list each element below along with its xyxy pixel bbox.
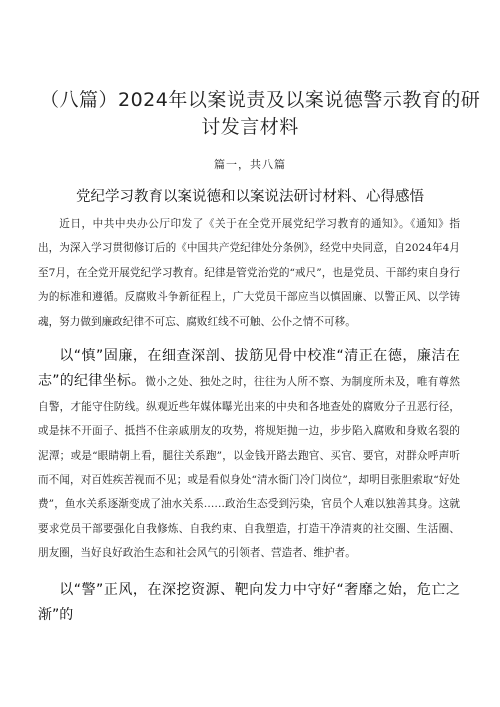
paragraph-2-body: 微小之处、独处之时，往往为人所不察、为制度所未及，唯有尊然自警，才能守住防线。纵观近些年媒体曝光出来的中央和各地查处的腐败分子丑恶行径，或是抹不开面子、抵挡不住亲戚朋友的攻势，将规矩抛一边，步步陷入腐败和身败名裂的泥潭；或是“眼睛朝上看，腿往关系跑”，以金钱开路去跑官、买官、要官，对群众呼声听而不闻，对百姓疾苦视而不见；或是看似身处“清水衙门冷门岗位”，却明目张胆索取“好处费”，鱼水关系逐渐变成了油水关系……政治生态受到污染，官员个人难以独善其身。这就要求党员干部要强化自我修炼、自我约束、自我塑造，打造干净清爽的社交圈、生活圈、朋友圈，当好良好政治生态和社会风气的引领者、营造者、维护者。 — [38, 376, 460, 560]
paragraph-1: 近日，中共中央办公厅印发了《关于在全党开展党纪学习教育的通知》。《通知》指出，为深入学习贯彻修订后的《中国共产党纪律处分条例》，经党中央同意，自2024年4月至7月，在全党开展党纪学习教育。纪律是管党治党的“戒尺”，也是党员、干部约束自身行为的标准和遵循。反腐败斗争新征程上，广大党员干部应当以慎固廉、以警正风、以学铸魂，努力做到廉政纪律不可忘、腐败红线不可触、公仆之情不可移。 — [38, 218, 460, 328]
paragraph-2-lead: 以“慎”固廉，在细查深剖、拔筋见骨中校准“清正在德，廉洁在志”的纪律坐标。 — [38, 348, 460, 390]
paragraph-2 — [38, 344, 460, 566]
section-label: 篇一，共八篇 — [214, 158, 286, 171]
document-body — [38, 212, 460, 629]
title-line-2: 讨发言材料 — [201, 116, 299, 138]
title-line-1: （八篇）2024年以案说责及以案说德警示教育的研 — [40, 89, 481, 111]
paragraph-3-lead: 以“警”正风，在深挖资源、靶向发力中守好“奢靡之始，危亡之渐”的 — [38, 581, 460, 624]
paragraph-3 — [38, 578, 460, 629]
document-title — [40, 87, 481, 141]
section-subtitle: 党纪学习教育以案说德和以案说法研讨材料、心得感悟 — [76, 189, 424, 205]
